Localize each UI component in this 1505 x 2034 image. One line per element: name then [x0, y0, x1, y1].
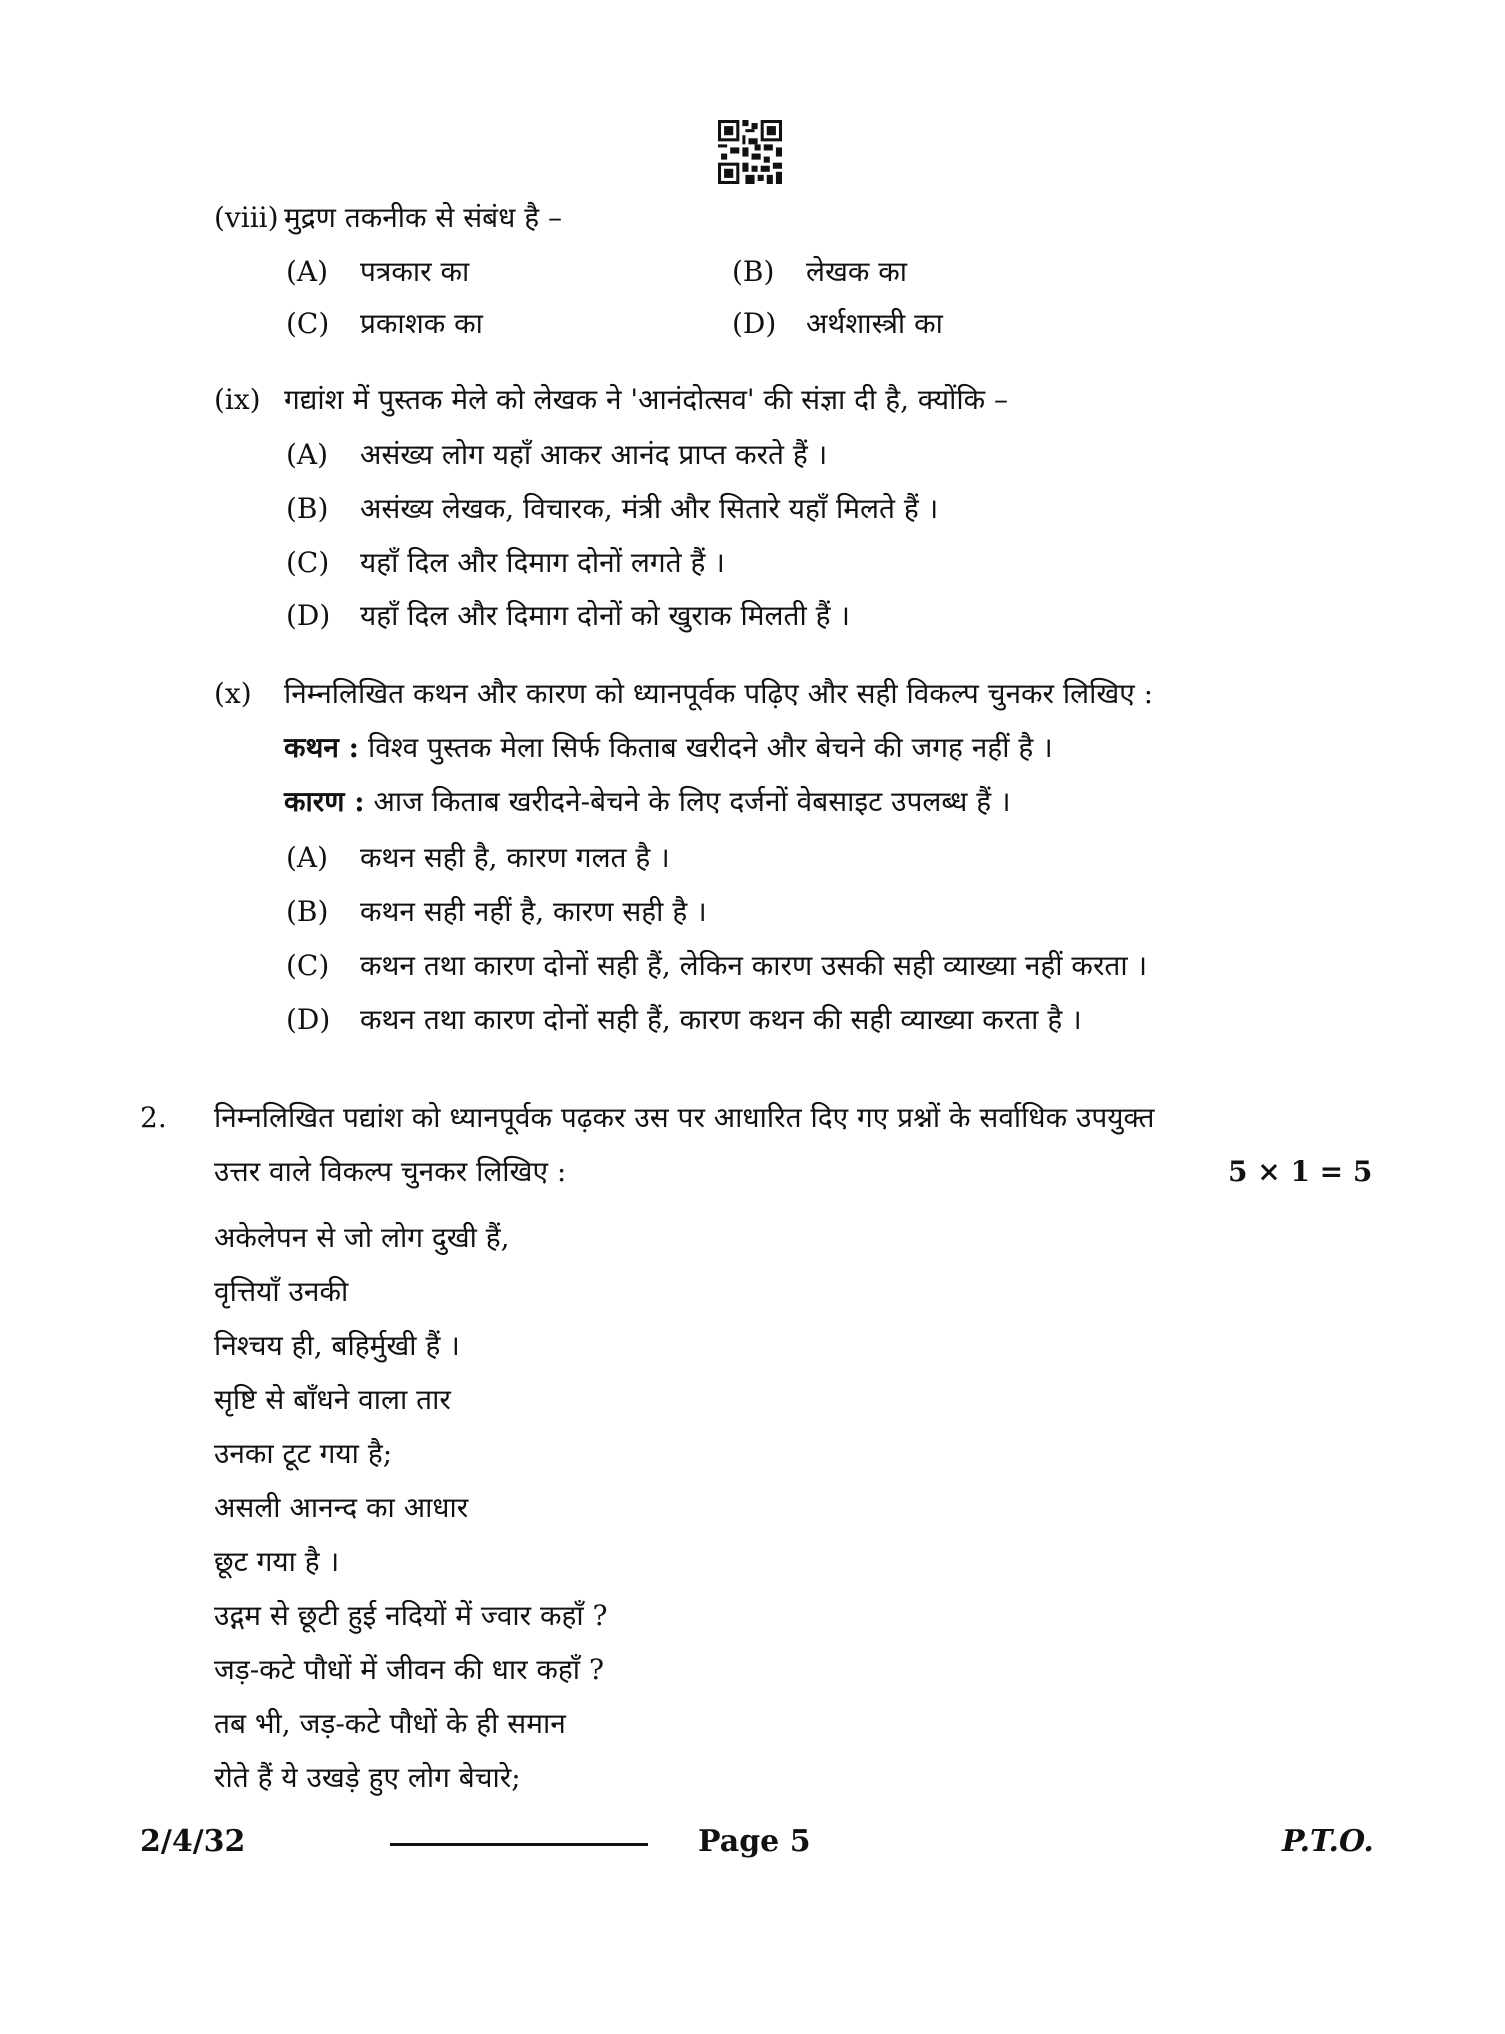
option-text: असंख्य लेखक, विचारक, मंत्री और सितारे यहाँ मिलते हैं ।	[360, 492, 939, 525]
poem-line: रोते हैं ये उखड़े हुए लोग बेचारे;	[214, 1761, 521, 1794]
option-label: (C)	[286, 307, 330, 340]
poem-line: छूट गया है ।	[214, 1545, 340, 1578]
option-label: (A)	[286, 255, 329, 288]
poem-line: जड़-कटे पौधों में जीवन की धार कहाँ ?	[214, 1653, 604, 1686]
option-text: यहाँ दिल और दिमाग दोनों लगते हैं ।	[360, 546, 725, 579]
question-2-number: 2.	[140, 1101, 167, 1134]
option-text: लेखक का	[806, 255, 908, 288]
paper-code: 2/4/32	[140, 1824, 246, 1859]
option-text: कथन तथा कारण दोनों सही हैं, लेकिन कारण उसकी सही व्याख्या नहीं करता ।	[360, 949, 1148, 982]
poem-line: निश्चय ही, बहिर्मुखी हैं ।	[214, 1329, 460, 1362]
option-text: कथन तथा कारण दोनों सही हैं, कारण कथन की सही व्याख्या करता है ।	[360, 1003, 1082, 1036]
statement-label: कथन :	[284, 731, 360, 764]
reason-label: कारण :	[284, 785, 365, 818]
option-label: (A)	[286, 438, 329, 471]
option-label: (D)	[732, 307, 777, 340]
option-text: कथन सही है, कारण गलत है ।	[360, 841, 670, 874]
poem-line: तब भी, जड़-कटे पौधों के ही समान	[214, 1707, 566, 1740]
option-label: (D)	[286, 1003, 331, 1036]
marks: 5 × 1 = 5	[1228, 1155, 1373, 1188]
poem-line: सृष्टि से बाँधने वाला तार	[214, 1383, 451, 1416]
question-2-line-1: निम्नलिखित पद्यांश को ध्यानपूर्वक पढ़कर उस पर आधारित दिए गए प्रश्नों के सर्वाधिक उपयुक्त	[214, 1101, 1155, 1134]
statement-line	[284, 730, 1053, 766]
page-number: Page 5	[698, 1824, 811, 1859]
question-ix-number: (ix)	[214, 383, 261, 416]
option-label: (A)	[286, 841, 329, 874]
poem-line: अकेलेपन से जो लोग दुखी हैं,	[214, 1221, 510, 1254]
question-2-line-2: उत्तर वाले विकल्प चुनकर लिखिए :	[214, 1155, 567, 1188]
qr-code-icon	[718, 120, 782, 184]
option-label: (B)	[286, 895, 329, 928]
question-viii-number: (viii)	[214, 201, 279, 234]
option-label: (D)	[286, 599, 331, 632]
footer-rule	[390, 1843, 648, 1846]
question-ix-text: गद्यांश में पुस्तक मेले को लेखक ने 'आनंदोत्सव' की संज्ञा दी है, क्योंकि –	[284, 383, 1008, 416]
option-label: (C)	[286, 949, 330, 982]
poem-line: वृत्तियाँ उनकी	[214, 1275, 349, 1308]
option-text: प्रकाशक का	[360, 307, 483, 340]
option-label: (B)	[286, 492, 329, 525]
option-text: अर्थशास्त्री का	[806, 307, 943, 340]
statement-text: विश्व पुस्तक मेला सिर्फ किताब खरीदने और बेचने की जगह नहीं है ।	[367, 731, 1053, 764]
poem-line: उद्गम से छूटी हुई नदियों में ज्वार कहाँ ?	[214, 1599, 608, 1632]
pto-label: P.T.O.	[1282, 1824, 1374, 1859]
option-text: असंख्य लोग यहाँ आकर आनंद प्राप्त करते हैं ।	[360, 438, 828, 471]
question-x-text: निम्नलिखित कथन और कारण को ध्यानपूर्वक पढ़िए और सही विकल्प चुनकर लिखिए :	[284, 677, 1154, 710]
option-text: कथन सही नहीं है, कारण सही है ।	[360, 895, 707, 928]
poem-line: असली आनन्द का आधार	[214, 1491, 469, 1524]
poem-line: उनका टूट गया है;	[214, 1437, 393, 1470]
option-text: पत्रकार का	[360, 255, 470, 288]
reason-text: आज किताब खरीदने-बेचने के लिए दर्जनों वेबसाइट उपलब्ध हैं ।	[373, 785, 1011, 818]
option-text: यहाँ दिल और दिमाग दोनों को खुराक मिलती हैं ।	[360, 599, 850, 632]
question-viii-text: मुद्रण तकनीक से संबंध है –	[284, 201, 563, 234]
option-label: (B)	[732, 255, 775, 288]
option-label: (C)	[286, 546, 330, 579]
reason-line	[284, 784, 1011, 820]
question-x-number: (x)	[214, 677, 252, 710]
